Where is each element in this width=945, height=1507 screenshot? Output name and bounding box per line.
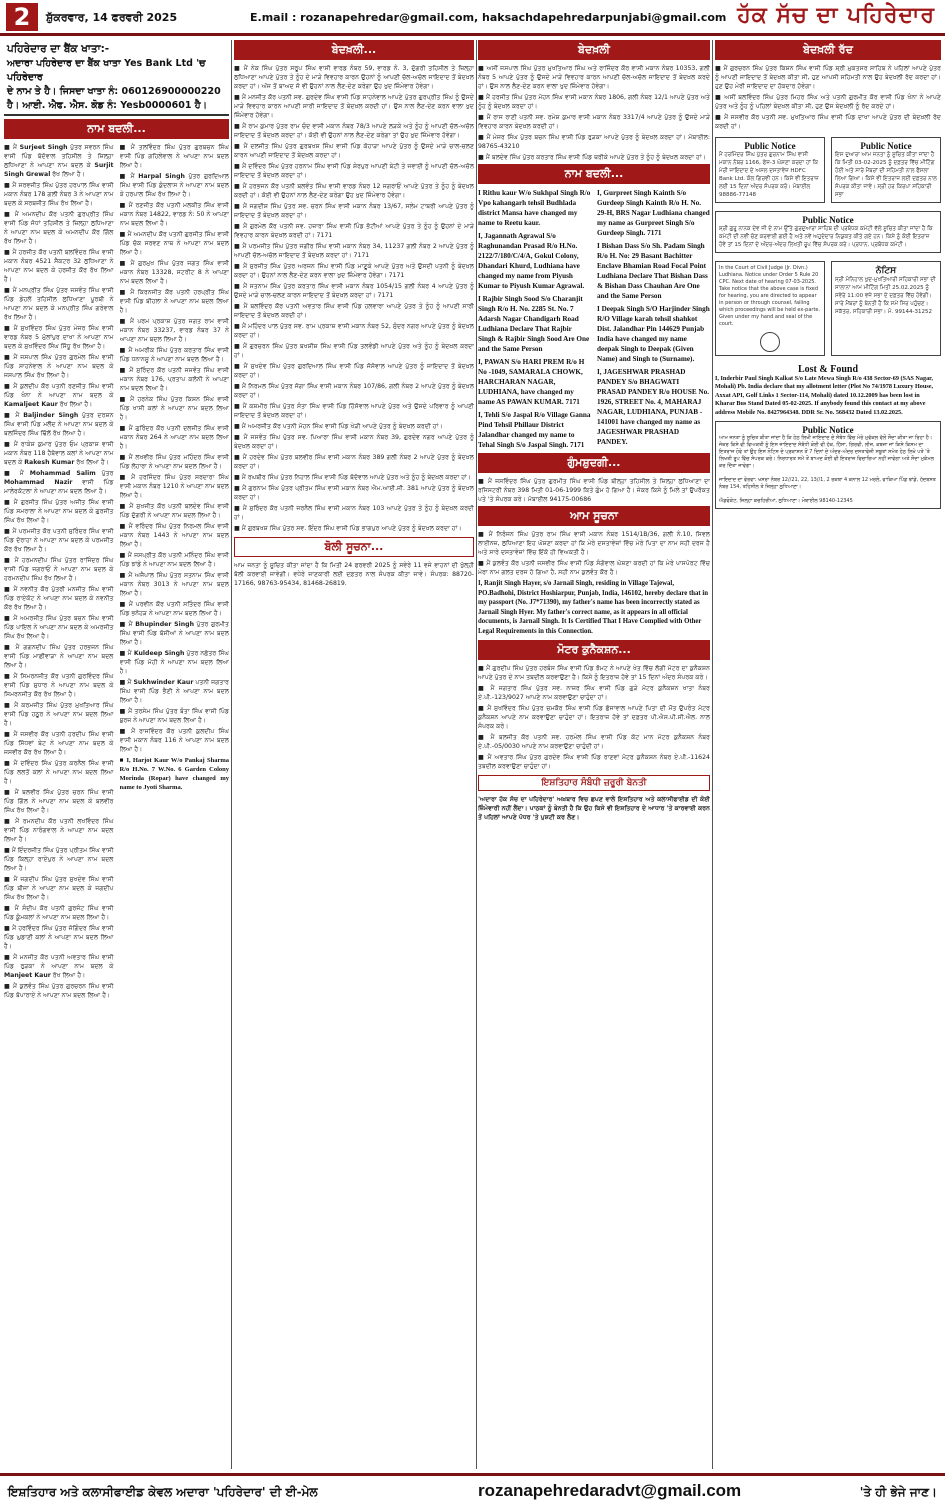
section-heading-missing: ਗੁੰਮਸ਼ੁਦਗੀ...	[478, 453, 710, 473]
name-change-notice: I Rajbir Singh Sood S/o Charanjit Singh R/o H. No. 2285 St. No. 7 Adarsh Nagar Chandigarh Road Ludhiana Declare That Rajbir Singh & Rajbir Singh Sood Are One and the Same Person	[478, 295, 590, 353]
bank-line: ਹੈ। ਆਈ. ਐਫ. ਐਸ. ਕੋਡ ਨੰ: Yesb0000601 ਹੈ।	[7, 99, 207, 111]
notice-text: ਸ੍ਰੀ ਮੰਨਿਹਾਲ ਖੁਦ-ਮੁਖਤਿਆਰੀ ਸਹਿਕਾਰੀ ਸਭਾ ਦੀ ਸਾਲਾਨਾ ਆਮ ਮੀਟਿੰਗ ਮਿਤੀ 25.02.2025 ਨੂੰ ਸਵੇਰੇ 11:00 ਵਜੇ ਸਭਾ ਦੇ ਦਫ਼ਤਰ ਵਿੱਚ ਹੋਵੇਗੀ। ਸਾਰੇ ਮੈਂਬਰਾਂ ਨੂੰ ਬੇਨਤੀ ਹੈ ਕਿ ਸਮੇਂ ਸਿਰ ਪਹੁੰਚਣ। ਸਕੱਤਰ, ਸਹਿਕਾਰੀ ਸਭਾ। ਮੋ. 99144-31252	[835, 277, 936, 315]
text-subcolumn	[597, 188, 710, 453]
notices-row-2	[715, 257, 941, 360]
footer-text: ਇਸ਼ਤਿਹਾਰ ਅਤੇ ਕਲਾਸੀਫਾਈਡ ਕੇਵਲ ਅਦਾਰਾ 'ਪਹਿਰੇਦਾਰ' ਦੀ ਈ-ਮੇਲ	[8, 1485, 318, 1499]
person-name: Rakesh Kumar	[24, 459, 75, 467]
name-change-notice: I Deepak Singh S/O Harjinder Singh R/O Village karah tehsil shahkot Dist. Jalandhar Pin 144629 Punjab India have changed my name deepak Singh to Deepak (Given Name) and Singh to (Surname).	[597, 305, 710, 363]
notice-box	[831, 261, 941, 356]
auction-notice: ਆਮ ਜਨਤਾ ਨੂੰ ਸੂਚਿਤ ਕੀਤਾ ਜਾਂਦਾ ਹੈ ਕਿ ਮਿਤੀ 24 ਫਰਵਰੀ 2025 ਨੂੰ ਸਵੇਰੇ 11 ਵਜੇ ਵਾਹਨਾਂ ਦੀ ਖੁੱਲ੍ਹੀ ਬੋਲੀ ਕਰਵਾਈ ਜਾਵੇਗੀ। ਵਧੇਰੇ ਜਾਣਕਾਰੀ ਲਈ ਦਫ਼ਤਰ ਨਾਲ ਸੰਪਰਕ ਕੀਤਾ ਜਾਵੇ। ਸੰਪਰਕ: 88720-17166, 98763-95434, 81468-26819.	[234, 562, 474, 587]
page-number: 2	[6, 3, 38, 31]
lost-found-text: I, Inderbir Paul Singh Kalkat S/o Late Mewa Singh R/o 438 Sector-69 (SAS Nagar, Mohali) Pb. India declare that my allotment letter (Plot No 74/1978 Luxury House, Axxat API, Golf Links 1 Sector-114, Mohali) dated 10.12.2009 has been lost in Kharar Bus Stand Dated 05-02-2025. If anybody found this contact at my above address Mobile No. 8427964348. DDR Sr. No. 568432 Dated 13.02.2025.	[715, 374, 934, 416]
public-notice-title: Public Notice	[744, 141, 796, 151]
masthead-logo: ਹੱਕ ਸੱਚ ਦਾ ਪਹਿਰੇਦਾਰ	[737, 2, 935, 28]
column-4	[715, 40, 941, 1469]
public-notice-text: ਆਮ ਜਨਤਾ ਨੂੰ ਸੂਚਿਤ ਕੀਤਾ ਜਾਂਦਾ ਹੈ ਕਿ ਹੇਠ ਲਿਖੀ ਜਾਇਦਾਦ ਦੇ ਸੰਬੰਧ ਵਿੱਚ ਮੇਰੇ ਮੁਵੱਕਲ ਵੱਲੋਂ ਸੌਦਾ ਕੀਤਾ ਜਾ ਰਿਹਾ ਹੈ। ਜੇਕਰ ਕਿਸੇ ਵੀ ਵਿਅਕਤੀ ਨੂੰ ਇਸ ਜਾਇਦਾਦ ਸੰਬੰਧੀ ਕੋਈ ਵੀ ਹੱਕ, ਹਿੱਸਾ, ਗਿਰਵੀ, ਲੀਜ਼, ਕਬਜ਼ਾ ਜਾਂ ਕਿਸੇ ਕਿਸਮ ਦਾ ਇਤਰਾਜ਼ ਹੋਵੇ ਤਾਂ ਉਹ ਇਸ ਨੋਟਿਸ ਦੇ ਪ੍ਰਕਾਸ਼ਨ ਤੋਂ 7 ਦਿਨਾਂ ਦੇ ਅੰਦਰ-ਅੰਦਰ ਦਸਤਾਵੇਜ਼ੀ ਸਬੂਤਾਂ ਸਮੇਤ ਹੇਠ ਲਿਖੇ ਪਤੇ 'ਤੇ ਲਿਖਤੀ ਰੂਪ ਵਿੱਚ ਸੰਪਰਕ ਕਰੇ। ਨਿਰਧਾਰਤ ਸਮੇਂ ਤੋਂ ਬਾਅਦ ਕੋਈ ਵੀ ਇਤਰਾਜ਼ ਵਿਚਾਰਿਆ ਨਹੀਂ ਜਾਵੇਗਾ ਅਤੇ ਸੌਦਾ ਮੁਕੰਮਲ ਕਰ ਦਿੱਤਾ ਜਾਵੇਗਾ। ਜਾਇਦਾਦ ਦਾ ਵੇਰਵਾ: ਖਸਰਾ ਨੰਬਰ 12//21, 22, 13//1, 2 ਰਕਬਾ 4 ਕਨਾਲ 12 ਮਰਲੇ, ਵਾਕਿਆ ਪਿੰਡ ਝਾਂਡੇ, ਹੱਦਬਸਤ ਨੰਬਰ 154, ਤਹਿਸੀਲ ਤੇ ਜ਼ਿਲ੍ਹਾ ਲੁਧਿਆਣਾ। ਐਡਵੋਕੇਟ, ਜ਼ਿਲ੍ਹਾ ਕਚਹਿਰੀਆਂ, ਲੁਧਿਆਣਾ। ਮੋਬਾਈਲ 98140-12345	[719, 435, 936, 504]
public-notice-title: Public Notice	[802, 215, 854, 225]
public-notice-title: Public Notice	[860, 141, 912, 151]
bank-account-box	[4, 40, 229, 116]
footer-text-end: 'ਤੇ ਹੀ ਭੇਜੇ ਜਾਣ।	[859, 1485, 937, 1499]
name-change-notice: I Rithu kaur W/o Sukhpal Singh R/o Vpo kahangarh tehsil Budhlada district Mansa have changed my name to Reetu kaur.	[478, 189, 591, 227]
text-subcolumn: ■ ਮੈਂ ਤਲਵਿੰਦਰ ਸਿੰਘ ਪੁੱਤਰ ਗੁਰਬਚਨ ਸਿੰਘ ਵਾਸੀ ਪਿੰਡ ਗਹਿਲੇਵਾਲ ਨੇ ਆਪਣਾ ਨਾਮ ਬਦਲ ਲਿਆ ਹੈ। ■ ਮੈਂ Harpal Singh ਪੁੱਤਰ ਗੁਰਦਿਆਲ ਸਿੰਘ ਵਾਸੀ ਪਿੰਡ ਕੁੰਦਲਾਸ ਨੇ ਆਪਣਾ ਨਾਮ ਬਦਲ ਕੇ ਹਰਪਾਲ ਸਿੰਘ ਰੱਖ ਲਿਆ ਹੈ। ■ ਮੈਂ ਰਣਜੀਤ ਕੌਰ ਪਤਨੀ ਮਲਕੀਤ ਸਿੰਘ ਵਾਸੀ ਮਕਾਨ ਨੰਬਰ 14822, ਵਾਰਡ ਨੰ: 50 ਨੇ ਆਪਣਾ ਨਾਮ ਬਦਲ ਲਿਆ ਹੈ। ■ ਮੈਂ ਅਮਨਦੀਪ ਕੌਰ ਪਤਨੀ ਗੁਰਜੀਤ ਸਿੰਘ ਵਾਸੀ ਪਿੰਡ ਚੱਕ ਸਰਵਣ ਨਾਥ ਨੇ ਆਪਣਾ ਨਾਮ ਬਦਲ ਲਿਆ ਹੈ। ■ ਮੈਂ ਗੁਰਮੁਖ ਸਿੰਘ ਪੁੱਤਰ ਜਗਤ ਸਿੰਘ ਵਾਸੀ ਮਕਾਨ ਨੰਬਰ 13328, ਸਟਰੀਟ 8 ਨੇ ਆਪਣਾ ਨਾਮ ਬਦਲ ਲਿਆ ਹੈ। ■ ਮੈਂ ਕਿਰਨਜੀਤ ਕੌਰ ਪਤਨੀ ਹਰਪ੍ਰੀਤ ਸਿੰਘ ਵਾਸੀ ਪਿੰਡ ਬੀਹਲਾ ਨੇ ਆਪਣਾ ਨਾਮ ਬਦਲ ਲਿਆ ਹੈ। ■ ਮੈਂ ਪਰਮ ਪ੍ਰਕਾਸ਼ ਪੁੱਤਰ ਜਗਤ ਰਾਮ ਵਾਸੀ ਮਕਾਨ ਨੰਬਰ 33237, ਵਾਰਡ ਨੰਬਰ 37 ਨੇ ਆਪਣਾ ਨਾਮ ਬਦਲ ਲਿਆ ਹੈ। ■ ਮੈਂ ਅਮਰੀਕ ਸਿੰਘ ਪੁੱਤਰ ਕਰਤਾਰ ਸਿੰਘ ਵਾਸੀ ਪਿੰਡ ਧਨਾਨਸੂ ਨੇ ਆਪਣਾ ਨਾਮ ਬਦਲ ਲਿਆ ਹੈ। ■ ਮੈਂ ਸੁਰਿੰਦਰ ਕੌਰ ਪਤਨੀ ਜਸਵੰਤ ਸਿੰਘ ਵਾਸੀ ਮਕਾਨ ਨੰਬਰ 176, ਪ੍ਰਤਾਪ ਕਲੋਨੀ ਨੇ ਆਪਣਾ ਨਾਮ ਬਦਲ ਲਿਆ ਹੈ। ■ ਮੈਂ ਹਰਨੇਕ ਸਿੰਘ ਪੁੱਤਰ ਕਿਸ਼ਨ ਸਿੰਘ ਵਾਸੀ ਪਿੰਡ ਖਾਸੀ ਕਲਾਂ ਨੇ ਆਪਣਾ ਨਾਮ ਬਦਲ ਲਿਆ ਹੈ। ■ ਮੈਂ ਗੁਰਿੰਦਰ ਕੌਰ ਪਤਨੀ ਦਲਜੀਤ ਸਿੰਘ ਵਾਸੀ ਮਕਾਨ ਨੰਬਰ 264 ਨੇ ਆਪਣਾ ਨਾਮ ਬਦਲ ਲਿਆ ਹੈ। ■ ਮੈਂ ਲਖਵੀਰ ਸਿੰਘ ਪੁੱਤਰ ਮਹਿੰਦਰ ਸਿੰਘ ਵਾਸੀ ਪਿੰਡ ਲੋਹਾਰਾ ਨੇ ਆਪਣਾ ਨਾਮ ਬਦਲ ਲਿਆ ਹੈ। ■ ਮੈਂ ਹਰਜਿੰਦਰ ਸਿੰਘ ਪੁੱਤਰ ਸਰਦਾਰਾ ਸਿੰਘ ਵਾਸੀ ਮਕਾਨ ਨੰਬਰ 1210 ਨੇ ਆਪਣਾ ਨਾਮ ਬਦਲ ਲਿਆ ਹੈ। ■ ਮੈਂ ਸੁਖਜੀਤ ਕੌਰ ਪਤਨੀ ਬਲਦੇਵ ਸਿੰਘ ਵਾਸੀ ਪਿੰਡ ਦੁੱਗਰੀ ਨੇ ਆਪਣਾ ਨਾਮ ਬਦਲ ਲਿਆ ਹੈ। ■ ਮੈਂ ਵਰਿੰਦਰ ਸਿੰਘ ਪੁੱਤਰ ਨਿਰਮਲ ਸਿੰਘ ਵਾਸੀ ਮਕਾਨ ਨੰਬਰ 1443 ਨੇ ਆਪਣਾ ਨਾਮ ਬਦਲ ਲਿਆ ਹੈ। ■ ਮੈਂ ਜਸਪ੍ਰੀਤ ਕੌਰ ਪਤਨੀ ਮਨਿੰਦਰ ਸਿੰਘ ਵਾਸੀ ਪਿੰਡ ਝਾਂਡੇ ਨੇ ਆਪਣਾ ਨਾਮ ਬਦਲ ਲਿਆ ਹੈ। ■ ਮੈਂ ਅਜੈਪਾਲ ਸਿੰਘ ਪੁੱਤਰ ਸਤਨਾਮ ਸਿੰਘ ਵਾਸੀ ਮਕਾਨ ਨੰਬਰ 3013 ਨੇ ਆਪਣਾ ਨਾਮ ਬਦਲ ਲਿਆ ਹੈ। ■ ਮੈਂ ਪਰਵੀਨ ਕੌਰ ਪਤਨੀ ਸਤਿੰਦਰ ਸਿੰਘ ਵਾਸੀ ਪਿੰਡ ਭਨੋਹੜ ਨੇ ਆਪਣਾ ਨਾਮ ਬਦਲ ਲਿਆ ਹੈ। ■ ਮੈਂ Bhupinder Singh ਪੁੱਤਰ ਗੁਰਮੀਤ ਸਿੰਘ ਵਾਸੀ ਪਿੰਡ ਬੱਸੀਆਂ ਨੇ ਆਪਣਾ ਨਾਮ ਬਦਲ ਲਿਆ ਹੈ। ■ ਮੈਂ Kuldeep Singh ਪੁੱਤਰ ਨਛੱਤਰ ਸਿੰਘ ਵਾਸੀ ਪਿੰਡ ਮੋਹੀ ਨੇ ਆਪਣਾ ਨਾਮ ਬਦਲ ਲਿਆ ਹੈ। ■ ਮੈਂ Sukhwinder Kaur ਪਤਨੀ ਜਗਤਾਰ ਸਿੰਘ ਵਾਸੀ ਪਿੰਡ ਭੈਣੀ ਨੇ ਆਪਣਾ ਨਾਮ ਬਦਲ ਲਿਆ ਹੈ। ■ ਮੈਂ ਤਰਸੇਮ ਸਿੰਘ ਪੁੱਤਰ ਬੰਤਾ ਸਿੰਘ ਵਾਸੀ ਪਿੰਡ ਬੁਰਜ ਨੇ ਆਪਣਾ ਨਾਮ ਬਦਲ ਲਿਆ ਹੈ। ■ ਮੈਂ ਰਾਜਵਿੰਦਰ ਕੌਰ ਪਤਨੀ ਕੁਲਦੀਪ ਸਿੰਘ ਵਾਸੀ ਮਕਾਨ ਨੰਬਰ 116 ਨੇ ਆਪਣਾ ਨਾਮ ਬਦਲ ਲਿਆ ਹੈ। ■ I, Harjot Kaur W/o Pankaj Sharma R/o H.No. 7 W.No. 6 Garden Colony Morinda (Ropar) have changed my name to Jyoti Sharma.	[119, 144, 229, 792]
eviction-cancel-notices: ■ ਮੈਂ ਗੁਰਚਰਨ ਸਿੰਘ ਪੁੱਤਰ ਕਿਸ਼ਨ ਸਿੰਘ ਵਾਸੀ ਪਿੰਡ ਸ਼੍ਰੀ ਮੁਕਤਸਰ ਸਾਹਿਬ ਨੇ ਪਹਿਲਾਂ ਆਪਣੇ ਪੁੱਤਰ ਨੂੰ ਆਪਣੀ ਜਾਇਦਾਦ ਤੋਂ ਬੇਦਖ਼ਲ ਕੀਤਾ ਸੀ, ਹੁਣ ਆਪਸੀ ਸਹਿਮਤੀ ਨਾਲ ਉਹ ਬੇਦਖ਼ਲੀ ਰੱਦ ਕਰਦਾ ਹਾਂ। ਹੁਣ ਉਹ ਮੇਰੀ ਜਾਇਦਾਦ ਦਾ ਹੱਕਦਾਰ ਹੋਵੇਗਾ। ■ ਅਸੀਂ ਬਲਵਿੰਦਰ ਸਿੰਘ ਪੁੱਤਰ ਮਿਹਰ ਸਿੰਘ ਅਤੇ ਪਤਨੀ ਗੁਰਮੀਤ ਕੌਰ ਵਾਸੀ ਪਿੰਡ ਖੰਨਾ ਨੇ ਆਪਣੇ ਪੁੱਤਰ ਅਤੇ ਨੂੰਹ ਨੂੰ ਪਹਿਲਾਂ ਬੇਦਖ਼ਲ ਕੀਤਾ ਸੀ, ਹੁਣ ਉਸ ਬੇਦਖ਼ਲੀ ਨੂੰ ਰੱਦ ਕਰਦੇ ਹਾਂ। ■ ਮੈਂ ਜਸਵੀਰ ਕੌਰ ਪਤਨੀ ਸਵ. ਮੁਖਤਿਆਰ ਸਿੰਘ ਵਾਸੀ ਪਿੰਡ ਦਾਖਾ ਆਪਣੇ ਪੁੱਤਰ ਦੀ ਬੇਦਖ਼ਲੀ ਰੱਦ ਕਰਦੀ ਹਾਂ।	[715, 65, 941, 130]
column-divider	[231, 40, 232, 1469]
public-notice-english: I, Ranjit Singh Hayer, s/o Jarnail Singh, residing in Village Tajewal, PO.Badhohi, District Hoshiarpur, Punjab, India, 146102, hereby declare that in my passport (No. J7*71390), my father's name has been incorrectly stated as Jarnail Singh Hyer. My father's correct name, as it appears in all official documents, is Jarnail Singh. It Is Certified That I Have Complied with Other Legal Requirements in this Connection.	[478, 580, 709, 635]
person-name: Sukhwinder Kaur	[133, 679, 194, 687]
missing-notice: ■ ਮੈਂ ਜਸਵਿੰਦਰ ਸਿੰਘ ਪੁੱਤਰ ਗੁਰਮੀਤ ਸਿੰਘ ਵਾਸੀ ਪਿੰਡ ਬੀਲ੍ਹਾ ਤਹਿਸੀਲ ਤੇ ਜ਼ਿਲ੍ਹਾ ਲੁਧਿਆਣਾ ਦਾ ਰਜਿਸਟਰੀ ਨੰਬਰ 398 ਮਿਤੀ 01-06-1999 ਕਿਤੇ ਗੁੰਮ ਹੋ ਗਿਆ ਹੈ। ਜੇਕਰ ਕਿਸੇ ਨੂੰ ਮਿਲੇ ਤਾਂ ਉਪਰੋਕਤ ਪਤੇ 'ਤੇ ਸੰਪਰਕ ਕਰੇ। ਮੋਬਾਈਲ 94175-00686	[478, 478, 710, 503]
person-name: Manjeet Kaur	[4, 972, 51, 980]
name-change-notice: I, JAGESHWAR PRASHAD PANDEY S/o BHAGWATI PRASAD PANDEY R/o HOUSE No. 1926, STREET No. 4, MAHARAJ NAGAR, LUDHIANA, PUNJAB - 141001 have changed my name as JAGESHWAR PRASHAD PANDEY.	[597, 368, 710, 446]
section-heading-motor-connection: ਮੋਟਰ ਕੁਨੈਕਸ਼ਨ...	[478, 640, 710, 660]
page-footer	[0, 1473, 945, 1507]
public-notice-box	[831, 137, 941, 203]
public-notices-row	[715, 133, 941, 207]
name-change-notice: I, PAWAN S/o HARI PREM R/o H No -1049, SAMARALA CHOWK, HARCHARAN NAGAR, LUDHIANA, have changed my name AS PAWAN KUMAR. 7171	[478, 358, 585, 406]
person-name: Mohammad Nazir	[4, 479, 73, 487]
english-name-change-list	[478, 188, 710, 453]
person-name: Surjit Singh Grewal	[4, 162, 114, 179]
column-divider	[476, 40, 477, 1469]
name-change-notice: I Bishan Dass S/o Sh. Padam Singh R/o H. No: 29 Basant Bachitter Enclave Bhamian Road Focal Point Ludhiana Declare That Bishan Dass & Bishan Dass Chauhan Are One and the Same Person	[597, 242, 708, 300]
person-name: Harpal Singh	[138, 173, 185, 181]
text-subcolumn	[478, 188, 591, 453]
motor-connection-notices: ■ ਮੈਂ ਗੁਰਦੀਪ ਸਿੰਘ ਪੁੱਤਰ ਹਰਬੰਸ ਸਿੰਘ ਵਾਸੀ ਪਿੰਡ ਝੱਮਟ ਨੇ ਆਪਣੇ ਖੇਤ ਵਿੱਚ ਲੱਗੀ ਮੋਟਰ ਦਾ ਕੁਨੈਕਸ਼ਨ ਆਪਣੇ ਪੁੱਤਰ ਦੇ ਨਾਮ ਤਬਦੀਲ ਕਰਵਾਉਣਾ ਹੈ। ਕਿਸੇ ਨੂੰ ਇਤਰਾਜ਼ ਹੋਵੇ ਤਾਂ 15 ਦਿਨਾਂ ਅੰਦਰ ਸੰਪਰਕ ਕਰੇ। ■ ਮੈਂ ਜਗਤਾਰ ਸਿੰਘ ਪੁੱਤਰ ਸਵ. ਨਾਜ਼ਰ ਸਿੰਘ ਵਾਸੀ ਪਿੰਡ ਗੁੜੇ ਮੋਟਰ ਕੁਨੈਕਸ਼ਨ ਖਾਤਾ ਨੰਬਰ ਏ.ਪੀ.-123/9027 ਆਪਣੇ ਨਾਮ ਕਰਵਾਉਣਾ ਚਾਹੁੰਦਾ ਹਾਂ। ■ ਮੈਂ ਸੁਖਵਿੰਦਰ ਸਿੰਘ ਪੁੱਤਰ ਚਮਕੌਰ ਸਿੰਘ ਵਾਸੀ ਪਿੰਡ ਛੱਜਾਵਾਲ ਆਪਣੇ ਪਿਤਾ ਦੀ ਮੌਤ ਉਪਰੰਤ ਮੋਟਰ ਕੁਨੈਕਸ਼ਨ ਆਪਣੇ ਨਾਮ ਕਰਵਾਉਣਾ ਚਾਹੁੰਦਾ ਹਾਂ। ਇਤਰਾਜ਼ ਹੋਵੇ ਤਾਂ ਦਫ਼ਤਰ ਪੀ.ਐਸ.ਪੀ.ਸੀ.ਐਲ. ਨਾਲ ਸੰਪਰਕ ਕਰੇ। ■ ਮੈਂ ਬਲਜੀਤ ਕੌਰ ਪਤਨੀ ਸਵ. ਹਰਮੇਲ ਸਿੰਘ ਵਾਸੀ ਪਿੰਡ ਕੋਟ ਮਾਨ ਮੋਟਰ ਕੁਨੈਕਸ਼ਨ ਨੰਬਰ ਏ.ਪੀ.-05/0030 ਆਪਣੇ ਨਾਮ ਕਰਵਾਉਣਾ ਚਾਹੁੰਦੀ ਹਾਂ। ■ ਮੈਂ ਅਵਤਾਰ ਸਿੰਘ ਪੁੱਤਰ ਗੁਰਦੇਵ ਸਿੰਘ ਵਾਸੀ ਪਿੰਡ ਰਾਣਵਾਂ ਮੋਟਰ ਕੁਨੈਕਸ਼ਨ ਨੰਬਰ ਏ.ਪੀ.-11624 ਤਬਦੀਲ ਕਰਵਾਉਣਾ ਚਾਹੁੰਦਾ ਹਾਂ।	[478, 665, 710, 770]
public-notice-text: ਇਸ ਦੁਆਰਾ ਆਮ ਜਨਤਾ ਨੂੰ ਸੂਚਿਤ ਕੀਤਾ ਜਾਂਦਾ ਹੈ ਕਿ ਮਿਤੀ 03-02-2025 ਨੂੰ ਦਫ਼ਤਰ ਵਿੱਚ ਮੀਟਿੰਗ ਹੋਈ ਅਤੇ ਸਾਰੇ ਮੈਂਬਰਾਂ ਦੀ ਸਹਿਮਤੀ ਨਾਲ ਫੈਸਲਾ ਲਿਆ ਗਿਆ। ਕਿਸੇ ਵੀ ਇਤਰਾਜ਼ ਲਈ ਦਫ਼ਤਰ ਨਾਲ ਸੰਪਰਕ ਕੀਤਾ ਜਾਵੇ। ਸ਼੍ਰੀ ਹਰ ਕਿਰਪਾ ਸਹਿਕਾਰੀ ਸਭਾ	[835, 152, 937, 198]
public-notice-text: ਸ਼੍ਰੀ ਗੁਰੂ ਨਾਨਕ ਦੇਵ ਜੀ ਦੇ ਨਾਮ ਉੱਤੇ ਗੁਰਦੁਆਰਾ ਸਾਹਿਬ ਦੀ ਪ੍ਰਬੰਧਕ ਕਮੇਟੀ ਵੱਲੋਂ ਸੂਚਿਤ ਕੀਤਾ ਜਾਂਦਾ ਹੈ ਕਿ ਕਮੇਟੀ ਦੀ ਨਵੀਂ ਚੋਣ ਕਰਵਾਈ ਗਈ ਹੈ ਅਤੇ ਨਵੇਂ ਅਹੁਦੇਦਾਰ ਨਿਯੁਕਤ ਕੀਤੇ ਗਏ ਹਨ। ਕਿਸੇ ਨੂੰ ਕੋਈ ਇਤਰਾਜ਼ ਹੋਵੇ ਤਾਂ 15 ਦਿਨਾਂ ਦੇ ਅੰਦਰ-ਅੰਦਰ ਲਿਖਤੀ ਰੂਪ ਵਿੱਚ ਸੰਪਰਕ ਕਰੇ। ਪ੍ਰਧਾਨ, ਪ੍ਰਬੰਧਕ ਕਮੇਟੀ।	[719, 226, 933, 248]
column-1	[4, 40, 229, 1469]
notice-title: ਨੋਟਿਸ	[875, 265, 897, 275]
person-name: Mohammad Salim	[29, 470, 96, 478]
person-name: Baljinder Singh	[23, 412, 79, 420]
eviction-notices-2: ■ ਅਸੀਂ ਜਸਪਾਲ ਸਿੰਘ ਪੁੱਤਰ ਮੁਖਤਿਆਰ ਸਿੰਘ ਅਤੇ ਰਾਜਿੰਦਰ ਕੌਰ ਵਾਸੀ ਮਕਾਨ ਨੰਬਰ 10353, ਗਲੀ ਨੰਬਰ 5 ਆਪਣੇ ਪੁੱਤਰ ਨੂੰ ਉਸਦੇ ਮਾੜੇ ਵਿਵਹਾਰ ਕਾਰਨ ਆਪਣੀ ਚੱਲ-ਅਚੱਲ ਜਾਇਦਾਦ ਤੋਂ ਬੇਦਖ਼ਲ ਕਰਦੇ ਹਾਂ। ਉਸ ਨਾਲ ਲੈਣ-ਦੇਣ ਕਰਨ ਵਾਲਾ ਖੁਦ ਜ਼ਿੰਮੇਵਾਰ ਹੋਵੇਗਾ। ■ ਮੈਂ ਹਰਜੀਤ ਸਿੰਘ ਪੁੱਤਰ ਮੋਹਨ ਸਿੰਘ ਵਾਸੀ ਮਕਾਨ ਨੰਬਰ 1806, ਗਲੀ ਨੰਬਰ 12/1 ਆਪਣੇ ਪੁੱਤਰ ਅਤੇ ਨੂੰਹ ਨੂੰ ਬੇਦਖ਼ਲ ਕਰਦਾ ਹਾਂ। ■ ਮੈਂ ਰਾਜ ਰਾਣੀ ਪਤਨੀ ਸਵ. ਰਮੇਸ਼ ਕੁਮਾਰ ਵਾਸੀ ਮਕਾਨ ਨੰਬਰ 3317/4 ਆਪਣੇ ਪੁੱਤਰ ਨੂੰ ਉਸਦੇ ਮਾੜੇ ਵਿਵਹਾਰ ਕਾਰਨ ਬੇਦਖ਼ਲ ਕਰਦੀ ਹਾਂ। ■ ਮੈਂ ਮੇਜਰ ਸਿੰਘ ਪੁੱਤਰ ਬਚਨ ਸਿੰਘ ਵਾਸੀ ਪਿੰਡ ਰੁੜਕਾ ਆਪਣੇ ਪੁੱਤਰ ਨੂੰ ਬੇਦਖ਼ਲ ਕਰਦਾ ਹਾਂ। ਮੋਬਾਈਲ: 98765-43210 ■ ਮੈਂ ਬਲਦੇਵ ਸਿੰਘ ਪੁੱਤਰ ਕਰਤਾਰ ਸਿੰਘ ਵਾਸੀ ਪਿੰਡ ਥਰੀਕੇ ਆਪਣੇ ਪੁੱਤਰ ਤੇ ਨੂੰਹ ਨੂੰ ਬੇਦਖ਼ਲ ਕਰਦਾ ਹਾਂ।	[478, 65, 710, 161]
public-notice-box	[715, 137, 825, 203]
section-heading-name-change: ਨਾਮ ਬਦਲੀ...	[4, 119, 229, 139]
name-change-notice: I, Tehli S/o Jaspal R/o Village Ganna Pind Tehsil Phillaur District Jalandhar changed my name to Tehal Singh S/o Jaspal Singh. 7171	[478, 411, 591, 449]
advert-rules-heading: ਇਸ਼ਤਿਹਾਰ ਸੰਬੰਧੀ ਜ਼ਰੂਰੀ ਬੇਨਤੀ	[478, 775, 710, 791]
column-3	[478, 40, 710, 1469]
text-subcolumn: ■ ਮੈਂ Surjeet Singh ਪੁੱਤਰ ਸਵਰਨ ਸਿੰਘ ਵਾਸੀ ਪਿੰਡ ਬੱਦੋਵਾਲ ਤਹਿਸੀਲ ਤੇ ਜ਼ਿਲ੍ਹਾ ਲੁਧਿਆਣਾ ਨੇ ਆਪਣਾ ਨਾਮ ਬਦਲ ਕੇ Surjit Singh Grewal ਰੱਖ ਲਿਆ ਹੈ। ■ ਮੈਂ ਸਰਵਜੀਤ ਸਿੰਘ ਪੁੱਤਰ ਹਰਪਾਲ ਸਿੰਘ ਵਾਸੀ ਮਕਾਨ ਨੰਬਰ 178 ਗਲੀ ਨੰਬਰ 3 ਨੇ ਆਪਣਾ ਨਾਮ ਬਦਲ ਕੇ ਸਰਬਜੀਤ ਸਿੰਘ ਰੱਖ ਲਿਆ ਹੈ। ■ ਮੈਂ ਅਮਨਦੀਪ ਕੌਰ ਪਤਨੀ ਗੁਰਪ੍ਰੀਤ ਸਿੰਘ ਵਾਸੀ ਪਿੰਡ ਜੋਧਾਂ ਤਹਿਸੀਲ ਤੇ ਜ਼ਿਲ੍ਹਾ ਲੁਧਿਆਣਾ ਨੇ ਆਪਣਾ ਨਾਮ ਬਦਲ ਕੇ ਅਮਨਦੀਪ ਕੌਰ ਗਿੱਲ ਰੱਖ ਲਿਆ ਹੈ। ■ ਮੈਂ ਹਰਜੀਤ ਕੌਰ ਪਤਨੀ ਬਲਵਿੰਦਰ ਸਿੰਘ ਵਾਸੀ ਮਕਾਨ ਨੰਬਰ 4521 ਸੈਕਟਰ 32 ਲੁਧਿਆਣਾ ਨੇ ਆਪਣਾ ਨਾਮ ਬਦਲ ਕੇ ਹਰਜੀਤ ਕੌਰ ਰੱਖ ਲਿਆ ਹੈ। ■ ਮੈਂ ਮਨਪ੍ਰੀਤ ਸਿੰਘ ਪੁੱਤਰ ਜਸਵੰਤ ਸਿੰਘ ਵਾਸੀ ਪਿੰਡ ਡੇਹਲੋਂ ਤਹਿਸੀਲ ਲੁਧਿਆਣਾ ਪੂਰਬੀ ਨੇ ਆਪਣਾ ਨਾਮ ਬਦਲ ਕੇ ਮਨਪ੍ਰੀਤ ਸਿੰਘ ਗਰੇਵਾਲ ਰੱਖ ਲਿਆ ਹੈ। ■ ਮੈਂ ਸੁਖਵਿੰਦਰ ਸਿੰਘ ਪੁੱਤਰ ਮੇਜਰ ਸਿੰਘ ਵਾਸੀ ਵਾਰਡ ਨੰਬਰ 5 ਮੁੱਲਾਂਪੁਰ ਦਾਖਾ ਨੇ ਆਪਣਾ ਨਾਮ ਬਦਲ ਕੇ ਸੁਖਵਿੰਦਰ ਸਿੰਘ ਸਿੱਧੂ ਰੱਖ ਲਿਆ ਹੈ। ■ ਮੈਂ ਜਸਪਾਲ ਸਿੰਘ ਪੁੱਤਰ ਗੁਰਮੇਲ ਸਿੰਘ ਵਾਸੀ ਪਿੰਡ ਸਾਹਨੇਵਾਲ ਨੇ ਆਪਣਾ ਨਾਮ ਬਦਲ ਕੇ ਜਸਪਾਲ ਸਿੰਘ ਰੱਖ ਲਿਆ ਹੈ। ■ ਮੈਂ ਕੁਲਦੀਪ ਕੌਰ ਪਤਨੀ ਰਣਜੀਤ ਸਿੰਘ ਵਾਸੀ ਪਿੰਡ ਖੰਨਾ ਨੇ ਆਪਣਾ ਨਾਮ ਬਦਲ ਕੇ Kamaljeet Kaur ਰੱਖ ਲਿਆ ਹੈ। ■ ਮੈਂ Baljinder Singh ਪੁੱਤਰ ਦਰਸ਼ਨ ਸਿੰਘ ਵਾਸੀ ਪਿੰਡ ਮਲੌਦ ਨੇ ਆਪਣਾ ਨਾਮ ਬਦਲ ਕੇ ਬਲਜਿੰਦਰ ਸਿੰਘ ਢਿੱਲੋਂ ਰੱਖ ਲਿਆ ਹੈ। ■ ਮੈਂ ਰਾਕੇਸ਼ ਕੁਮਾਰ ਪੁੱਤਰ ਓਮ ਪ੍ਰਕਾਸ਼ ਵਾਸੀ ਮਕਾਨ ਨੰਬਰ 118 ਹੈਬੋਵਾਲ ਕਲਾਂ ਨੇ ਆਪਣਾ ਨਾਮ ਬਦਲ ਕੇ Rakesh Kumar ਰੱਖ ਲਿਆ ਹੈ। ■ ਮੈਂ Mohammad Salim ਪੁੱਤਰ Mohammad Nazir ਵਾਸੀ ਪਿੰਡ ਮਾਲੇਰਕੋਟਲਾ ਨੇ ਆਪਣਾ ਨਾਮ ਬਦਲ ਲਿਆ ਹੈ। ■ ਮੈਂ ਗੁਰਜੀਤ ਸਿੰਘ ਪੁੱਤਰ ਅਜੀਤ ਸਿੰਘ ਵਾਸੀ ਪਿੰਡ ਸਮਰਾਲਾ ਨੇ ਆਪਣਾ ਨਾਮ ਬਦਲ ਕੇ ਗੁਰਜੀਤ ਸਿੰਘ ਰੱਖ ਲਿਆ ਹੈ। ■ ਮੈਂ ਪਰਮਜੀਤ ਕੌਰ ਪਤਨੀ ਸੁਰਿੰਦਰ ਸਿੰਘ ਵਾਸੀ ਪਿੰਡ ਦੋਰਾਹਾ ਨੇ ਆਪਣਾ ਨਾਮ ਬਦਲ ਕੇ ਪਰਮਜੀਤ ਕੌਰ ਰੱਖ ਲਿਆ ਹੈ। ■ ਮੈਂ ਹਰਮਨਦੀਪ ਸਿੰਘ ਪੁੱਤਰ ਰਾਜਿੰਦਰ ਸਿੰਘ ਵਾਸੀ ਪਿੰਡ ਜਗਰਾਓਂ ਨੇ ਆਪਣਾ ਨਾਮ ਬਦਲ ਕੇ ਹਰਮਨਦੀਪ ਸਿੰਘ ਰੱਖ ਲਿਆ ਹੈ। ■ ਮੈਂ ਨਵਨੀਤ ਕੌਰ ਪੁੱਤਰੀ ਮਨਜੀਤ ਸਿੰਘ ਵਾਸੀ ਪਿੰਡ ਰਾਏਕੋਟ ਨੇ ਆਪਣਾ ਨਾਮ ਬਦਲ ਕੇ ਨਵਨੀਤ ਕੌਰ ਰੱਖ ਲਿਆ ਹੈ। ■ ਮੈਂ ਅਮਰਜੀਤ ਸਿੰਘ ਪੁੱਤਰ ਬਚਨ ਸਿੰਘ ਵਾਸੀ ਪਿੰਡ ਪਾਇਲ ਨੇ ਆਪਣਾ ਨਾਮ ਬਦਲ ਕੇ ਅਮਰਜੀਤ ਸਿੰਘ ਰੱਖ ਲਿਆ ਹੈ। ■ ਮੈਂ ਗਗਨਦੀਪ ਸਿੰਘ ਪੁੱਤਰ ਹਰਭਜਨ ਸਿੰਘ ਵਾਸੀ ਪਿੰਡ ਮਾਛੀਵਾੜਾ ਨੇ ਆਪਣਾ ਨਾਮ ਬਦਲ ਲਿਆ ਹੈ। ■ ਮੈਂ ਸਿਮਰਨਜੀਤ ਕੌਰ ਪਤਨੀ ਗੁਰਵਿੰਦਰ ਸਿੰਘ ਵਾਸੀ ਪਿੰਡ ਸੁਧਾਰ ਨੇ ਆਪਣਾ ਨਾਮ ਬਦਲ ਕੇ ਸਿਮਰਨਜੀਤ ਕੌਰ ਰੱਖ ਲਿਆ ਹੈ। ■ ਮੈਂ ਕਰਮਜੀਤ ਸਿੰਘ ਪੁੱਤਰ ਮੁਖਤਿਆਰ ਸਿੰਘ ਵਾਸੀ ਪਿੰਡ ਹਠੂਰ ਨੇ ਆਪਣਾ ਨਾਮ ਬਦਲ ਲਿਆ ਹੈ। ■ ਮੈਂ ਜਸਵੀਰ ਕੌਰ ਪਤਨੀ ਹਰਦੀਪ ਸਿੰਘ ਵਾਸੀ ਪਿੰਡ ਸਿੱਧਵਾਂ ਬੇਟ ਨੇ ਆਪਣਾ ਨਾਮ ਬਦਲ ਕੇ ਜਸਵੀਰ ਕੌਰ ਰੱਖ ਲਿਆ ਹੈ। ■ ਮੈਂ ਦਵਿੰਦਰ ਸਿੰਘ ਪੁੱਤਰ ਕਰਨੈਲ ਸਿੰਘ ਵਾਸੀ ਪਿੰਡ ਲਲਤੋਂ ਕਲਾਂ ਨੇ ਆਪਣਾ ਨਾਮ ਬਦਲ ਲਿਆ ਹੈ। ■ ਮੈਂ ਬਲਵੀਰ ਸਿੰਘ ਪੁੱਤਰ ਚਰਨ ਸਿੰਘ ਵਾਸੀ ਪਿੰਡ ਗਿੱਲ ਨੇ ਆਪਣਾ ਨਾਮ ਬਦਲ ਕੇ ਬਲਵੀਰ ਸਿੰਘ ਰੱਖ ਲਿਆ ਹੈ। ■ ਮੈਂ ਰਮਨਦੀਪ ਕੌਰ ਪਤਨੀ ਲਖਵਿੰਦਰ ਸਿੰਘ ਵਾਸੀ ਪਿੰਡ ਨਾਰੰਗਵਾਲ ਨੇ ਆਪਣਾ ਨਾਮ ਬਦਲ ਲਿਆ ਹੈ। ■ ਮੈਂ ਇੰਦਰਜੀਤ ਸਿੰਘ ਪੁੱਤਰ ਪ੍ਰੀਤਮ ਸਿੰਘ ਵਾਸੀ ਪਿੰਡ ਕਿਲ੍ਹਾ ਰਾਏਪੁਰ ਨੇ ਆਪਣਾ ਨਾਮ ਬਦਲ ਲਿਆ ਹੈ। ■ ਮੈਂ ਜਗਦੀਪ ਸਿੰਘ ਪੁੱਤਰ ਸੁਖਦੇਵ ਸਿੰਘ ਵਾਸੀ ਪਿੰਡ ਬੀਜਾ ਨੇ ਆਪਣਾ ਨਾਮ ਬਦਲ ਕੇ ਜਗਦੀਪ ਸਿੰਘ ਰੱਖ ਲਿਆ ਹੈ। ■ ਮੈਂ ਸੰਦੀਪ ਕੌਰ ਪਤਨੀ ਗੁਰਜੰਟ ਸਿੰਘ ਵਾਸੀ ਪਿੰਡ ਕੂੰਮਕਲਾਂ ਨੇ ਆਪਣਾ ਨਾਮ ਬਦਲ ਲਿਆ ਹੈ। ■ ਮੈਂ ਹਰਵਿੰਦਰ ਸਿੰਘ ਪੁੱਤਰ ਜੋਗਿੰਦਰ ਸਿੰਘ ਵਾਸੀ ਪਿੰਡ ਘੁਡਾਣੀ ਕਲਾਂ ਨੇ ਆਪਣਾ ਨਾਮ ਬਦਲ ਲਿਆ ਹੈ। ■ ਮੈਂ ਮਨਜੀਤ ਕੌਰ ਪਤਨੀ ਅਵਤਾਰ ਸਿੰਘ ਵਾਸੀ ਪਿੰਡ ਰੁੜਕਾ ਨੇ ਆਪਣਾ ਨਾਮ ਬਦਲ ਕੇ Manjeet Kaur ਰੱਖ ਲਿਆ ਹੈ। ■ ਮੈਂ ਕੁਲਵੰਤ ਸਿੰਘ ਪੁੱਤਰ ਗੁਰਚਰਨ ਸਿੰਘ ਵਾਸੀ ਪਿੰਡ ਬੋਪਾਰਾਏ ਨੇ ਆਪਣਾ ਨਾਮ ਬਦਲ ਲਿਆ ਹੈ।	[4, 144, 114, 1000]
person-name: Bhupinder Singh	[135, 621, 194, 629]
name-change-notice: I, Jagannath Agrawal S/o Raghunandan Prasad R/o H.No. 2122/7/180/C/4/A, Gokul Colony, Dhandari Khurd, Ludhiana have changed my name from Piyush Kumar to Piyush Kumar Agrawal.	[478, 232, 585, 290]
section-heading-name-change-english: ਨਾਮ ਬਦਲੀ...	[478, 164, 710, 184]
column-2	[234, 40, 474, 1469]
bank-line: ਦੇ ਨਾਮ ਤੇ ਹੈ। ਜਿਸਦਾ ਖਾਤਾ ਨੰ: 060126900000220	[7, 85, 221, 97]
public-notices: ■ ਮੈਂ ਨਿਰੰਜਨ ਸਿੰਘ ਪੁੱਤਰ ਰਾਮ ਸਿੰਘ ਵਾਸੀ ਮਕਾਨ ਨੰਬਰ 1514/1B/36, ਗਲੀ ਨੰ.10, ਸਿਵਲ ਲਾਈਨਜ਼, ਲੁਧਿਆਣਾ ਇਹ ਘੋਸ਼ਣਾ ਕਰਦਾ ਹਾਂ ਕਿ ਮੇਰੇ ਦਸਤਾਵੇਜ਼ਾਂ ਵਿੱਚ ਮੇਰੇ ਪਿਤਾ ਦਾ ਨਾਮ ਸਹੀ ਦਰਜ ਹੈ ਅਤੇ ਸਾਰੇ ਦਸਤਾਵੇਜ਼ਾਂ ਵਿੱਚ ਇੱਕੋ ਹੀ ਵਿਅਕਤੀ ਹੈ। ■ ਮੈਂ ਕੁਲਵੰਤ ਕੌਰ ਪਤਨੀ ਜਸਵੀਰ ਸਿੰਘ ਵਾਸੀ ਪਿੰਡ ਸੰਗੋਵਾਲ ਘੋਸ਼ਣਾ ਕਰਦੀ ਹਾਂ ਕਿ ਮੇਰੇ ਪਾਸਪੋਰਟ ਵਿੱਚ ਮੇਰਾ ਨਾਮ ਗਲਤ ਦਰਜ ਹੋ ਗਿਆ ਹੈ, ਸਹੀ ਨਾਮ ਕੁਲਵੰਤ ਕੌਰ ਹੈ।	[478, 531, 710, 576]
bank-title: ਪਹਿਰੇਦਾਰ ਦਾ ਬੈਂਕ ਖਾਤਾ:-	[7, 43, 110, 55]
eviction-notices: ■ ਮੈਂ ਨੇਕ ਸਿੰਘ ਪੁੱਤਰ ਸਰੂਪ ਸਿੰਘ ਵਾਸੀ ਵਾਰਡ ਨੰਬਰ 59, ਵਾਰਡ ਨੰ. 3, ਦੁੱਗਰੀ ਤਹਿਸੀਲ ਤੇ ਜ਼ਿਲ੍ਹਾ ਲੁਧਿਆਣਾ ਆਪਣੇ ਪੁੱਤਰ ਤੇ ਨੂੰਹ ਦੇ ਮਾੜੇ ਵਿਵਹਾਰ ਕਾਰਨ ਉਹਨਾਂ ਨੂੰ ਆਪਣੀ ਚੱਲ-ਅਚੱਲ ਜਾਇਦਾਦ ਤੋਂ ਬੇਦਖ਼ਲ ਕਰਦਾ ਹਾਂ। ਅੱਜ ਤੋਂ ਬਾਅਦ ਜੋ ਵੀ ਉਹਨਾਂ ਨਾਲ ਲੈਣ-ਦੇਣ ਕਰੇਗਾ ਉਹ ਖੁਦ ਜ਼ਿੰਮੇਵਾਰ ਹੋਵੇਗਾ। ■ ਮੈਂ ਮਨਜੀਤ ਕੌਰ ਪਤਨੀ ਸਵ. ਗੁਰਦੇਵ ਸਿੰਘ ਵਾਸੀ ਪਿੰਡ ਸਾਹਨੇਵਾਲ ਆਪਣੇ ਪੁੱਤਰ ਗੁਰਪ੍ਰੀਤ ਸਿੰਘ ਨੂੰ ਉਸਦੇ ਮਾੜੇ ਵਿਵਹਾਰ ਕਾਰਨ ਆਪਣੀ ਸਾਰੀ ਜਾਇਦਾਦ ਤੋਂ ਬੇਦਖ਼ਲ ਕਰਦੀ ਹਾਂ। ਉਸ ਨਾਲ ਲੈਣ-ਦੇਣ ਕਰਨ ਵਾਲਾ ਖੁਦ ਜ਼ਿੰਮੇਵਾਰ ਹੋਵੇਗਾ। ■ ਮੈਂ ਰਾਮ ਕੁਮਾਰ ਪੁੱਤਰ ਰਾਮ ਚੰਦ ਵਾਸੀ ਮਕਾਨ ਨੰਬਰ 78/3 ਆਪਣੇ ਲੜਕੇ ਅਤੇ ਨੂੰਹ ਨੂੰ ਆਪਣੀ ਚੱਲ-ਅਚੱਲ ਜਾਇਦਾਦ ਤੋਂ ਬੇਦਖ਼ਲ ਕਰਦਾ ਹਾਂ। ਕੋਈ ਵੀ ਉਹਨਾਂ ਨਾਲ ਲੈਣ-ਦੇਣ ਕਰੇਗਾ ਤਾਂ ਉਹ ਖੁਦ ਜ਼ਿੰਮੇਵਾਰ ਹੋਵੇਗਾ। ■ ਮੈਂ ਦਲਜੀਤ ਸਿੰਘ ਪੁੱਤਰ ਗੁਰਬਖਸ਼ ਸਿੰਘ ਵਾਸੀ ਪਿੰਡ ਕੋਹਾੜਾ ਆਪਣੇ ਪੁੱਤਰ ਨੂੰ ਉਸਦੇ ਮਾੜੇ ਚਾਲ-ਚਲਣ ਕਾਰਨ ਆਪਣੀ ਜਾਇਦਾਦ ਤੋਂ ਬੇਦਖ਼ਲ ਕਰਦਾ ਹਾਂ। ■ ਮੈਂ ਦਵਿੰਦਰ ਸਿੰਘ ਪੁੱਤਰ ਹਰਨਾਮ ਸਿੰਘ ਵਾਸੀ ਪਿੰਡ ਸ਼ੇਰਪੁਰ ਆਪਣੀ ਬੇਟੀ ਤੇ ਜਵਾਈ ਨੂੰ ਆਪਣੀ ਚੱਲ-ਅਚੱਲ ਜਾਇਦਾਦ ਤੋਂ ਬੇਦਖ਼ਲ ਕਰਦਾ ਹਾਂ। ■ ਮੈਂ ਹਰਭਜਨ ਕੌਰ ਪਤਨੀ ਬਲਵੰਤ ਸਿੰਘ ਵਾਸੀ ਵਾਰਡ ਨੰਬਰ 12 ਜਗਰਾਓਂ ਆਪਣੇ ਪੁੱਤਰ ਤੇ ਨੂੰਹ ਨੂੰ ਬੇਦਖ਼ਲ ਕਰਦੀ ਹਾਂ। ਕੋਈ ਵੀ ਉਹਨਾਂ ਨਾਲ ਲੈਣ-ਦੇਣ ਕਰੇਗਾ ਉਹ ਖੁਦ ਜ਼ਿੰਮੇਵਾਰ ਹੋਵੇਗਾ। ■ ਮੈਂ ਜਗਦੀਸ਼ ਸਿੰਘ ਪੁੱਤਰ ਸਵ. ਚਰਨ ਸਿੰਘ ਵਾਸੀ ਮਕਾਨ ਨੰਬਰ 13/67, ਸਲੇਮ ਟਾਬਰੀ ਆਪਣੇ ਪੁੱਤਰ ਨੂੰ ਜਾਇਦਾਦ ਤੋਂ ਬੇਦਖ਼ਲ ਕਰਦਾ ਹਾਂ। ■ ਮੈਂ ਗੁਰਮੇਲ ਕੌਰ ਪਤਨੀ ਸਵ. ਹਜ਼ਾਰਾ ਸਿੰਘ ਵਾਸੀ ਪਿੰਡ ਭੱਟੀਆਂ ਆਪਣੇ ਪੁੱਤਰ ਤੇ ਨੂੰਹ ਨੂੰ ਉਹਨਾਂ ਦੇ ਮਾੜੇ ਵਿਵਹਾਰ ਕਾਰਨ ਬੇਦਖ਼ਲ ਕਰਦੀ ਹਾਂ। 7171 ■ ਮੈਂ ਪਰਮਜੀਤ ਸਿੰਘ ਪੁੱਤਰ ਜਗੀਰ ਸਿੰਘ ਵਾਸੀ ਮਕਾਨ ਨੰਬਰ 34, 11237 ਗਲੀ ਨੰਬਰ 2 ਆਪਣੇ ਪੁੱਤਰ ਨੂੰ ਆਪਣੀ ਚੱਲ-ਅਚੱਲ ਜਾਇਦਾਦ ਤੋਂ ਬੇਦਖ਼ਲ ਕਰਦਾ ਹਾਂ। 7171 ■ ਮੈਂ ਸੁਰਜੀਤ ਸਿੰਘ ਪੁੱਤਰ ਅਰਜਨ ਸਿੰਘ ਵਾਸੀ ਪਿੰਡ ਮਾਣੂਕੇ ਆਪਣੇ ਪੁੱਤਰ ਅਤੇ ਉਸਦੀ ਪਤਨੀ ਨੂੰ ਬੇਦਖ਼ਲ ਕਰਦਾ ਹਾਂ। ਉਹਨਾਂ ਨਾਲ ਲੈਣ-ਦੇਣ ਕਰਨ ਵਾਲਾ ਖੁਦ ਜ਼ਿੰਮੇਵਾਰ ਹੋਵੇਗਾ। 7171 ■ ਮੈਂ ਸਤਨਾਮ ਸਿੰਘ ਪੁੱਤਰ ਕਰਤਾਰ ਸਿੰਘ ਵਾਸੀ ਮਕਾਨ ਨੰਬਰ 1054/15 ਗਲੀ ਨੰਬਰ 4 ਆਪਣੇ ਪੁੱਤਰ ਨੂੰ ਉਸਦੇ ਮਾੜੇ ਚਾਲ-ਚਲਣ ਕਾਰਨ ਜਾਇਦਾਦ ਤੋਂ ਬੇਦਖ਼ਲ ਕਰਦਾ ਹਾਂ। 7171 ■ ਮੈਂ ਬਲਵਿੰਦਰ ਕੌਰ ਪਤਨੀ ਅਵਤਾਰ ਸਿੰਘ ਵਾਸੀ ਪਿੰਡ ਹਲਵਾਰਾ ਆਪਣੇ ਪੁੱਤਰ ਤੇ ਨੂੰਹ ਨੂੰ ਆਪਣੀ ਸਾਰੀ ਜਾਇਦਾਦ ਤੋਂ ਬੇਦਖ਼ਲ ਕਰਦੀ ਹਾਂ। ■ ਮੈਂ ਮਹਿੰਦਰ ਪਾਲ ਪੁੱਤਰ ਸਵ. ਰਾਮ ਪ੍ਰਕਾਸ਼ ਵਾਸੀ ਮਕਾਨ ਨੰਬਰ 52, ਸੁੰਦਰ ਨਗਰ ਆਪਣੇ ਪੁੱਤਰ ਨੂੰ ਬੇਦਖ਼ਲ ਕਰਦਾ ਹਾਂ। ■ ਮੈਂ ਗੁਰਚਰਨ ਸਿੰਘ ਪੁੱਤਰ ਬਖਸ਼ੀਸ਼ ਸਿੰਘ ਵਾਸੀ ਪਿੰਡ ਤਲਵੰਡੀ ਆਪਣੇ ਪੁੱਤਰ ਅਤੇ ਨੂੰਹ ਨੂੰ ਬੇਦਖ਼ਲ ਕਰਦਾ ਹਾਂ। ■ ਮੈਂ ਸੁਖਦੇਵ ਸਿੰਘ ਪੁੱਤਰ ਗੁਰਦਿਆਲ ਸਿੰਘ ਵਾਸੀ ਪਿੰਡ ਜੱਸੋਵਾਲ ਆਪਣੇ ਪੁੱਤਰ ਨੂੰ ਜਾਇਦਾਦ ਤੋਂ ਬੇਦਖ਼ਲ ਕਰਦਾ ਹਾਂ। ■ ਮੈਂ ਨਿਰਮਲ ਸਿੰਘ ਪੁੱਤਰ ਜੋਗਾ ਸਿੰਘ ਵਾਸੀ ਮਕਾਨ ਨੰਬਰ 107/86, ਗਲੀ ਨੰਬਰ 2 ਆਪਣੇ ਪੁੱਤਰ ਨੂੰ ਬੇਦਖ਼ਲ ਕਰਦਾ ਹਾਂ। ■ ਮੈਂ ਕਸ਼ਮੀਰ ਸਿੰਘ ਪੁੱਤਰ ਸੰਤਾ ਸਿੰਘ ਵਾਸੀ ਪਿੰਡ ਹਿੱਸੋਵਾਲ ਆਪਣੇ ਪੁੱਤਰ ਅਤੇ ਉਸਦੇ ਪਰਿਵਾਰ ਨੂੰ ਆਪਣੀ ਜਾਇਦਾਦ ਤੋਂ ਬੇਦਖ਼ਲ ਕਰਦਾ ਹਾਂ। ■ ਮੈਂ ਅਮਰਜੀਤ ਕੌਰ ਪਤਨੀ ਮੋਹਨ ਸਿੰਘ ਵਾਸੀ ਪਿੰਡ ਖੇੜੀ ਆਪਣੇ ਪੁੱਤਰ ਨੂੰ ਬੇਦਖ਼ਲ ਕਰਦੀ ਹਾਂ। ■ ਮੈਂ ਜਸਵੰਤ ਸਿੰਘ ਪੁੱਤਰ ਸਵ. ਪਿਆਰਾ ਸਿੰਘ ਵਾਸੀ ਮਕਾਨ ਨੰਬਰ 39, ਗੁਰਦੇਵ ਨਗਰ ਆਪਣੇ ਪੁੱਤਰ ਨੂੰ ਬੇਦਖ਼ਲ ਕਰਦਾ ਹਾਂ। ■ ਮੈਂ ਹਰਦੇਵ ਸਿੰਘ ਪੁੱਤਰ ਬਲਵੀਰ ਸਿੰਘ ਵਾਸੀ ਮਕਾਨ ਨੰਬਰ 389 ਗਲੀ ਨੰਬਰ 2 ਆਪਣੇ ਪੁੱਤਰ ਨੂੰ ਬੇਦਖ਼ਲ ਕਰਦਾ ਹਾਂ। ■ ਮੈਂ ਰਘਬੀਰ ਸਿੰਘ ਪੁੱਤਰ ਨਿਹਾਲ ਸਿੰਘ ਵਾਸੀ ਪਿੰਡ ਬੱਦੋਵਾਲ ਆਪਣੇ ਪੁੱਤਰ ਅਤੇ ਨੂੰਹ ਨੂੰ ਬੇਦਖ਼ਲ ਕਰਦਾ ਹਾਂ। ■ ਮੈਂ ਗੁਰਨਾਮ ਸਿੰਘ ਪੁੱਤਰ ਪ੍ਰੀਤਮ ਸਿੰਘ ਵਾਸੀ ਮਕਾਨ ਨੰਬਰ ਐਮ.ਆਈ.ਜੀ. 381 ਆਪਣੇ ਪੁੱਤਰ ਨੂੰ ਬੇਦਖ਼ਲ ਕਰਦਾ ਹਾਂ। ■ ਮੈਂ ਸੁਰਿੰਦਰ ਕੌਰ ਪਤਨੀ ਜਰਨੈਲ ਸਿੰਘ ਵਾਸੀ ਮਕਾਨ ਨੰਬਰ 103 ਆਪਣੇ ਪੁੱਤਰ ਤੇ ਨੂੰਹ ਨੂੰ ਬੇਦਖ਼ਲ ਕਰਦੀ ਹਾਂ। ■ ਮੈਂ ਗੁਰਬਖਸ਼ ਸਿੰਘ ਪੁੱਤਰ ਸਵ. ਇੰਦਰ ਸਿੰਘ ਵਾਸੀ ਪਿੰਡ ਭਾਗਪੁਰ ਆਪਣੇ ਪੁੱਤਰ ਨੂੰ ਬੇਦਖ਼ਲ ਕਰਦਾ ਹਾਂ।	[234, 65, 474, 532]
person-name: Kamaljeet Kaur	[4, 401, 58, 409]
name-change-notice: I, Gurpreet Singh Kainth S/o Gurdeep Singh Kainth R/o H. No. 29-H, BRS Nagar Ludhiana changed my name as Gurpreet Singh S/o Gurdeep Singh. 7171	[597, 189, 710, 237]
footer-email: rozanapehredaradvt@gmail.com	[478, 1481, 742, 1500]
bank-line: ਅਦਾਰਾ ਪਹਿਰੇਦਾਰ ਦਾ ਬੈਂਕ ਖਾਤਾ Yes Bank Ltd 'ਚ ਪਹਿਰੇਦਾਰ	[7, 58, 206, 83]
advert-rules-text: 'ਅਦਾਰਾ ਹੱਕ ਸੱਚ ਦਾ ਪਹਿਰੇਦਾਰ' ਅਖ਼ਬਾਰ ਵਿਚ ਛਪਣ ਵਾਲੇ ਇਸ਼ਤਿਹਾਰ ਅਤੇ ਕਲਾਸੀਫਾਈਡ ਦੀ ਕੋਈ ਜ਼ਿੰਮੇਵਾਰੀ ਨਹੀਂ ਲੈਂਦਾ। ਪਾਠਕਾਂ ਨੂੰ ਬੇਨਤੀ ਹੈ ਕਿ ਉਹ ਕਿਸੇ ਵੀ ਇਸ਼ਤਿਹਾਰ ਦੇ ਆਧਾਰ 'ਤੇ ਕਾਰਵਾਈ ਕਰਨ ਤੋਂ ਪਹਿਲਾਂ ਆਪਣੇ ਪੱਧਰ 'ਤੇ ਪੁਸ਼ਟੀ ਕਰ ਲੈਣ।	[478, 796, 710, 821]
section-heading-eviction: ਬੇਦਖ਼ਲੀ...	[234, 40, 474, 60]
public-notice-gurdwara	[715, 211, 941, 253]
person-name: Kuldeep Singh	[133, 650, 185, 658]
public-notice-large	[715, 421, 941, 509]
name-change-list	[4, 143, 229, 1002]
page-header	[0, 0, 945, 36]
header-email: E.mail : rozanapehredar@gmail.com, haksachdapehredarpunjabi@gmail.com	[250, 11, 727, 24]
court-notice-text: In the Court of Civil Judge (Jr. Divn.) Ludhiana. Notice under Order 5 Rule 20 CPC. Next date of hearing 07-03-2025. Take notice that the above case is fixed for hearing, you are directed to appear in person or through counsel, failing which proceedings will be held ex-parte. Given under my hand and seal of the court.	[719, 265, 821, 327]
court-seal-icon	[760, 332, 780, 352]
lost-found-title: Lost & Found	[797, 363, 858, 375]
section-heading-auction: ਬੋਲੀ ਸੂਚਨਾ...	[234, 537, 474, 557]
section-heading-public-notice: ਆਮ ਸੂਚਨਾ	[478, 506, 710, 526]
issue-date: ਸ਼ੁੱਕਰਵਾਰ, 14 ਫਰਵਰੀ 2025	[46, 11, 178, 24]
court-notice-box	[715, 261, 825, 356]
public-notice-title: Public Notice	[802, 425, 854, 435]
section-heading-eviction-2: ਬੇਦਖ਼ਲੀ	[478, 40, 710, 60]
column-divider	[712, 40, 713, 1469]
public-notice-text: ਮੈਂ ਹਰਮਿੰਦਰ ਸਿੰਘ ਪੁੱਤਰ ਗੁਰਨਾਮ ਸਿੰਘ ਵਾਸੀ ਮਕਾਨ ਨੰਬਰ 1166, ਫੇਜ਼-3 ਘੋਸ਼ਣਾ ਕਰਦਾ ਹਾਂ ਕਿ ਮੇਰੀ ਜਾਇਦਾਦ ਦੇ ਅਸਲ ਦਸਤਾਵੇਜ਼ HDFC Bank Ltd. ਕੋਲ ਗਿਰਵੀ ਹਨ। ਕਿਸੇ ਵੀ ਇਤਰਾਜ਼ ਲਈ 15 ਦਿਨਾਂ ਅੰਦਰ ਸੰਪਰਕ ਕਰੋ। ਮੋਬਾਈਲ 98886-77148	[719, 152, 819, 198]
person-name: Surjeet Singh	[19, 144, 68, 152]
section-heading-eviction-cancelled: ਬੇਦਖ਼ਲੀ ਰੱਦ	[715, 40, 941, 60]
